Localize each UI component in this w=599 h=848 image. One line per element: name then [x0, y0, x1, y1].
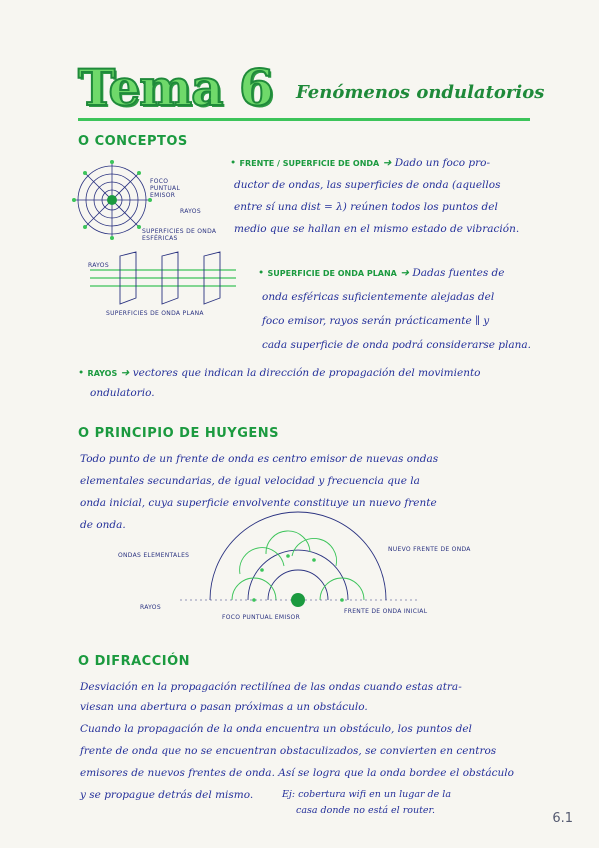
- label-superficies-esfericas: SUPERFICIES DE ONDA ESFÉRICAS: [142, 228, 217, 242]
- label-foco-emisor: FOCO PUNTUAL EMISOR: [222, 614, 301, 621]
- concept-plana-text-4: cada superficie de onda podrá considerarse plana.: [262, 339, 532, 351]
- concept-plana-text-2: onda esféricas suficientemente alejadas del: [262, 291, 495, 303]
- concept-plana-text-3: foco emisor, rayos serán prácticamente ∥ y: [262, 315, 490, 327]
- difraccion-text-1: Desviación en la propagación rectilínea de las ondas cuando estas atra-: [80, 681, 462, 693]
- concept-frente-text-1: Dado un foco pro-: [394, 157, 491, 169]
- page-title: Tema 6: [78, 58, 273, 117]
- concept-rayos-line-1: • RAYOS ➜ vectores que indican la dirección de propagación del movimiento: [78, 367, 481, 379]
- label-rayos-plana: RAYOS: [88, 262, 109, 269]
- concept-frente-text-4: medio que se hallan en el mismo estado de vibración.: [234, 223, 520, 235]
- label-ondas-elementales: ONDAS ELEMENTALES: [118, 552, 190, 559]
- label-foco-puntual: FOCO PUNTUAL EMISOR: [150, 178, 181, 199]
- section-heading-difraccion: O DIFRACCIÓN: [78, 654, 191, 669]
- label-nuevo-frente: NUEVO FRENTE DE ONDA: [388, 546, 471, 553]
- concept-frente-text-2: ductor de ondas, las superficies de onda (aquellos: [234, 179, 501, 191]
- label-frente-inicial: FRENTE DE ONDA INICIAL: [344, 608, 428, 615]
- huygens-text-2: elementales secundarias, de igual velocidad y frecuencia que la: [80, 475, 420, 487]
- huygens-text-1: Todo punto de un frente de onda es centro emisor de nuevas ondas: [80, 453, 439, 465]
- difraccion-text-2: viesan una abertura o pasan próximas a un obstáculo.: [80, 701, 368, 713]
- difraccion-example-1: Ej: cobertura wifi en un lugar de la: [282, 789, 451, 800]
- page-number: 6.1: [552, 811, 573, 826]
- concept-frente-line-1: • FRENTE / SUPERFICIE DE ONDA ➜ Dado un foco pro-: [230, 157, 491, 169]
- concept-plana-line-1: • SUPERFICIE DE ONDA PLANA ➜ Dadas fuentes de: [258, 267, 505, 279]
- huygens-text-3: onda inicial, cuya superficie envolvente constituye un nuevo frente: [80, 497, 437, 509]
- difraccion-text-5: emisores de nuevos frentes de onda. Así se logra que la onda bordee el obstáculo: [80, 767, 514, 779]
- concept-plana-text-1: Dadas fuentes de: [412, 267, 505, 279]
- difraccion-example-2: casa donde no está el router.: [296, 805, 436, 816]
- label-rayos-huygens: RAYOS: [140, 604, 161, 611]
- difraccion-text-6: y se propague detrás del mismo.: [80, 789, 254, 801]
- section-heading-conceptos: O CONCEPTOS: [78, 134, 188, 149]
- huygens-text-4: de onda.: [80, 519, 126, 531]
- page-subtitle: Fenómenos ondulatorios: [296, 82, 545, 103]
- concept-rayos-text-2: ondulatorio.: [90, 387, 155, 399]
- plane-wave-diagram: [86, 252, 246, 312]
- concept-plana-tag: SUPERFICIE DE ONDA PLANA: [267, 269, 397, 278]
- concept-frente-text-3: entre sí una dist = λ) reúnen todos los puntos del: [234, 201, 498, 213]
- difraccion-text-3: Cuando la propagación de la onda encuentra un obstáculo, los puntos del: [80, 723, 472, 735]
- label-rayos: RAYOS: [180, 208, 201, 215]
- concept-frente-tag: FRENTE / SUPERFICIE DE ONDA: [239, 159, 380, 168]
- title-underline: [78, 118, 530, 121]
- huygens-diagram: [180, 516, 420, 606]
- difraccion-text-4: frente de onda que no se encuentran obstaculizados, se convierten en centros: [80, 745, 497, 757]
- concept-rayos-tag: RAYOS: [87, 369, 118, 378]
- section-heading-huygens: O PRINCIPIO DE HUYGENS: [78, 426, 279, 441]
- concept-rayos-text-1: vectores que indican la dirección de propagación del movimiento: [132, 367, 481, 379]
- label-superficies-planas: SUPERFICIES DE ONDA PLANA: [106, 310, 204, 317]
